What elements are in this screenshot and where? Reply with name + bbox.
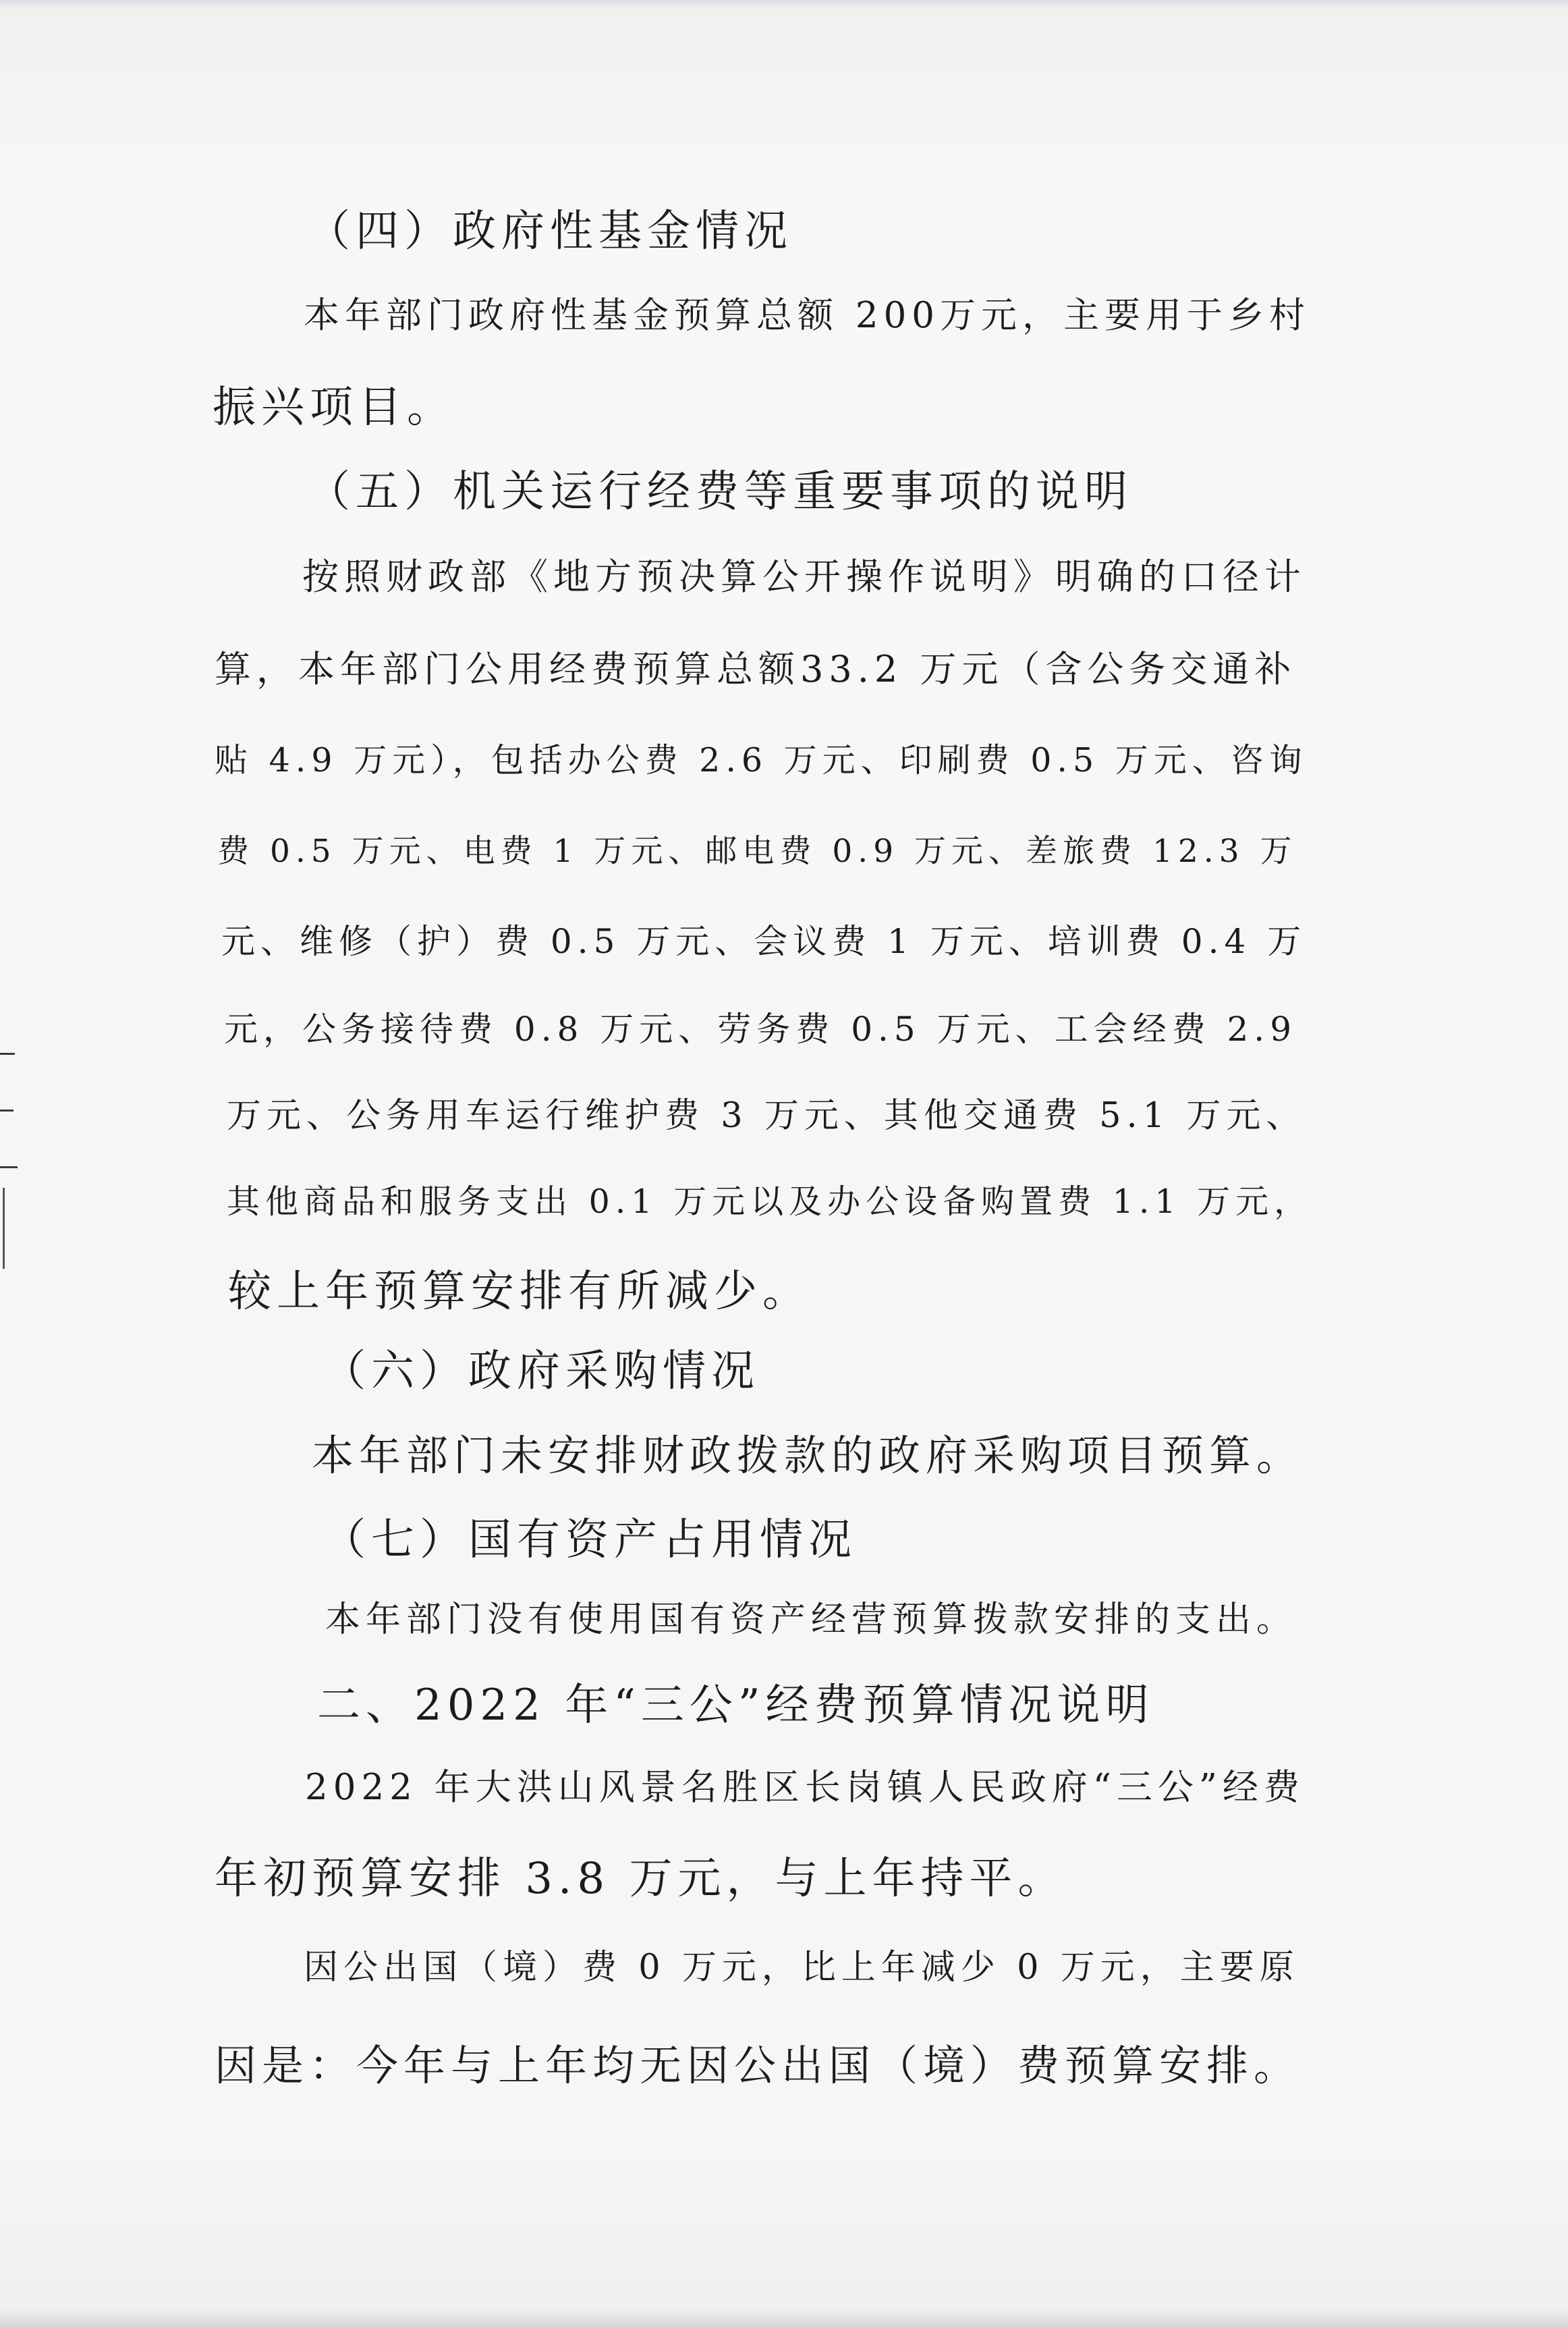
body-line: 振兴项目。 bbox=[213, 383, 455, 433]
body-line: 万元、公务用车运行维护费 3 万元、其他交通费 5.1 万元、 bbox=[227, 1096, 1306, 1136]
margin-tick bbox=[0, 1166, 18, 1168]
binding-margin-marks bbox=[0, 1053, 20, 1296]
scan-bottom-edge bbox=[0, 2309, 1568, 2327]
body-line: 本年部门未安排财政拨款的政府采购项目预算。 bbox=[312, 1431, 1304, 1480]
section-heading-2: 二、2022 年“三公”经费预算情况说明 bbox=[317, 1680, 1154, 1730]
body-line: 较上年预算安排有所减少。 bbox=[228, 1267, 811, 1317]
body-line: 贴 4.9 万元），包括办公费 2.6 万元、印刷费 0.5 万元、咨询 bbox=[215, 741, 1308, 779]
body-line: 其他商品和服务支出 0.1 万元以及办公设备购置费 1.1 万元， bbox=[227, 1182, 1313, 1221]
body-line: 算，本年部门公用经费预算总额33.2 万元（含公务交通补 bbox=[215, 648, 1297, 690]
body-line: 因公出国（境）费 0 万元，比上年减少 0 万元，主要原 bbox=[304, 1948, 1299, 1988]
section-heading-6: （六）政府采购情况 bbox=[323, 1346, 760, 1396]
scan-top-edge bbox=[0, 0, 1568, 9]
body-line: 2022 年大洪山风景名胜区长岗镇人民政府“三公”经费 bbox=[305, 1767, 1305, 1808]
body-line: 元，公务接待费 0.8 万元、劳务费 0.5 万元、工会经费 2.9 bbox=[224, 1010, 1297, 1049]
body-line: 本年部门政府性基金预算总额 200万元，主要用于乡村 bbox=[304, 295, 1311, 336]
body-line: 本年部门没有使用国有资产经营预算拨款安排的支出。 bbox=[325, 1599, 1297, 1640]
section-heading-5: （五）机关运行经费等重要事项的说明 bbox=[307, 467, 1133, 517]
margin-tick bbox=[0, 1110, 13, 1112]
body-line: 元、维修（护）费 0.5 万元、会议费 1 万元、培训费 0.4 万 bbox=[221, 922, 1307, 961]
section-heading-4: （四）政府性基金情况 bbox=[307, 207, 793, 256]
body-line: 因是：今年与上年均无因公出国（境）费预算安排。 bbox=[215, 2041, 1301, 2090]
body-line: 按照财政部《地方预决算公开操作说明》明确的口径计 bbox=[302, 555, 1306, 598]
body-line: 年初预算安排 3.8 万元，与上年持平。 bbox=[215, 1854, 1067, 1904]
margin-bar bbox=[3, 1188, 5, 1269]
margin-tick bbox=[0, 1053, 15, 1055]
section-heading-7: （七）国有资产占用情况 bbox=[323, 1515, 857, 1565]
body-line: 费 0.5 万元、电费 1 万元、邮电费 0.9 万元、差旅费 12.3 万 bbox=[217, 833, 1297, 870]
